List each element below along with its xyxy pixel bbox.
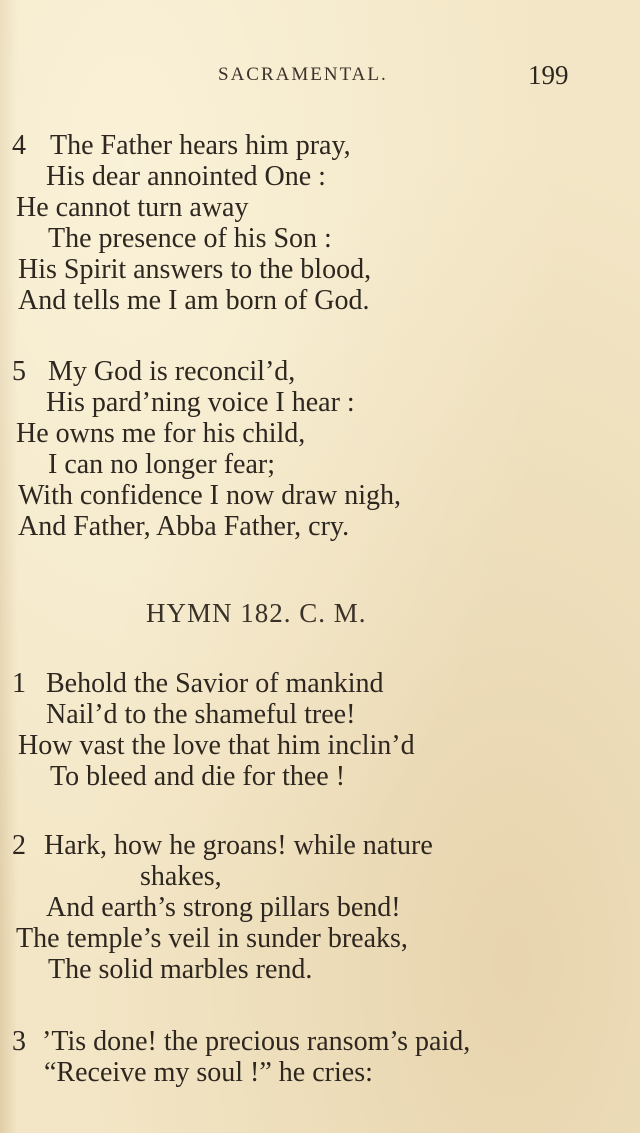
running-head xyxy=(0,62,640,94)
stanza-number: 4 xyxy=(12,130,26,161)
verse-number: 3 xyxy=(12,1026,26,1057)
page-number: 199 xyxy=(528,60,569,90)
hymnal-page: SACRAMENTAL. 199 4 The Father hears him pray, His dear annointed One : He cannot turn away The presence of his Son : His Spirit answers to the blood, And tells me I am born of God. 5 My God is reconcil’d, His pard’ning voice I hear : He owns me for his child, I can no longer fear; With confidence I now draw nigh, And Father, Abba Father, cry. HYMN 182. C. M. 1 Behold the Savior of mankind Nail’d to the shameful tree! How vast the love that him inclin’d To bleed and die for thee ! 2 Hark, how he groans! while nature shakes, And earth’s strong pillars bend! The temple’s veil in sunder breaks, The solid marbles rend. 3 ’Tis done! the precious ransom’s paid, “Receive my soul !” he cries: xyxy=(0,0,640,1133)
stanza-number: 5 xyxy=(12,356,26,387)
hymn-heading: HYMN 182. C. M. xyxy=(146,598,367,628)
verse-number: 2 xyxy=(12,830,26,861)
verse-number: 1 xyxy=(12,668,26,699)
running-head-title: SACRAMENTAL. xyxy=(218,64,388,85)
